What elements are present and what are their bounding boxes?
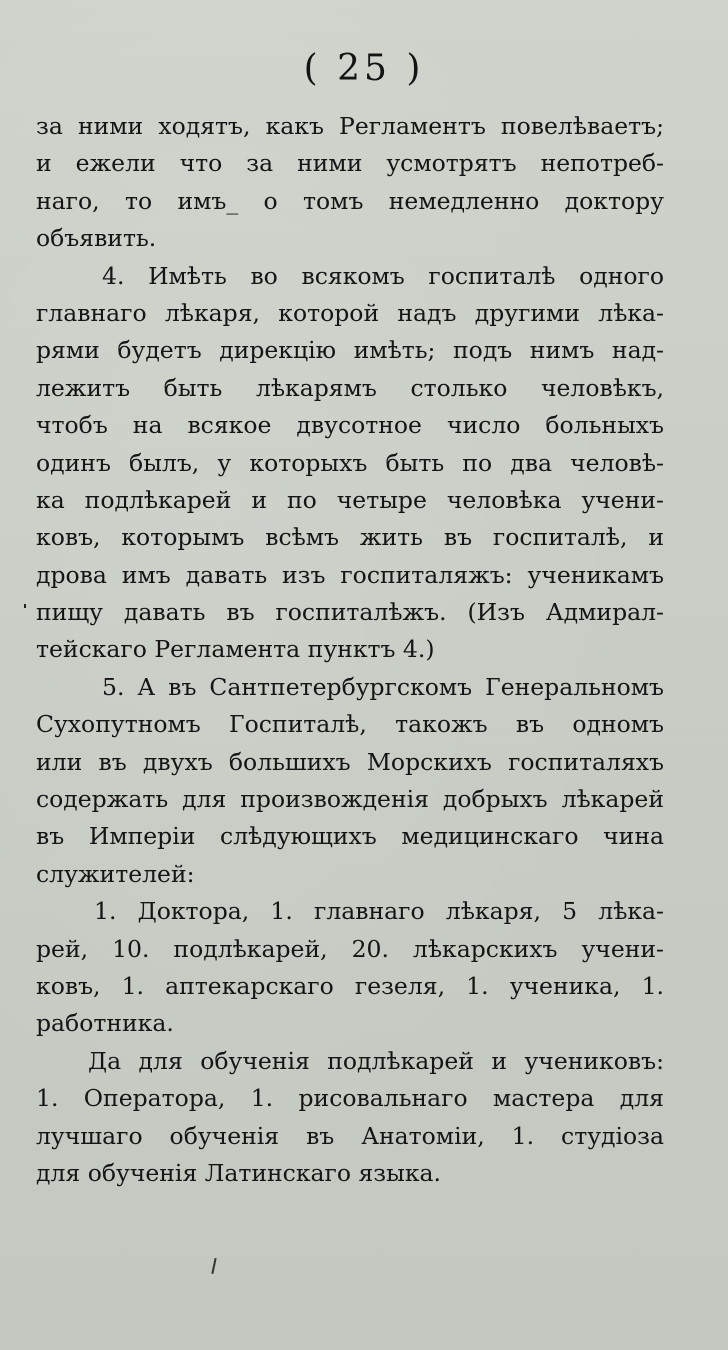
text-line: лучшаго обученія въ Анатоміи, 1. студіоза	[36, 1121, 664, 1150]
text-line: въ Имперіи слѣдующихъ медицинскаго чина	[36, 822, 664, 851]
text-line: дрова имъ давать изъ госпиталяжъ: ученикамъ	[36, 560, 664, 589]
text-line: ковъ, которымъ всѣмъ жить въ госпиталѣ, и	[36, 523, 664, 552]
text-line: и ежели что за ними усмотрятъ непотреб-	[36, 149, 664, 178]
text-line: чтобъ на всякое двусотное число больныхъ	[36, 411, 664, 440]
text-line: или въ двухъ большихъ Морскихъ госпиталяхъ	[36, 747, 664, 776]
text-line: содержать для произвожденія добрыхъ лѣкарей	[36, 785, 664, 814]
text-line: работника.	[36, 1009, 174, 1038]
text-line: пищу давать въ госпиталѣжъ. (Изъ Адмирал-	[36, 598, 664, 627]
ink-mark	[211, 1258, 216, 1274]
text-line: ка подлѣкарей и по четыре человѣка учени-	[36, 485, 664, 514]
staff-list-start: 1. Доктора, 1. главнаго лѣкаря, 5 лѣка-	[94, 897, 664, 926]
training-paragraph-start: Да для обученія подлѣкарей и учениковъ:	[88, 1046, 664, 1075]
paragraph-4-start: 4. Имѣть во всякомъ госпиталѣ одного	[102, 261, 664, 290]
page-number: ( 25 )	[303, 48, 425, 89]
text-line: служителей:	[36, 859, 195, 888]
text-line: рями будетъ дирекцію имѣть; подъ нимъ над-	[36, 336, 664, 365]
text-line: главнаго лѣкаря, которой надъ другими лѣка-	[36, 298, 664, 327]
text-line: одинъ былъ, у которыхъ быть по два человѣ-	[36, 448, 664, 477]
text-line: тейскаго Регламента пунктъ 4.)	[36, 635, 435, 664]
margin-mark	[24, 604, 26, 608]
text-line: ковъ, 1. аптекарскаго гезеля, 1. ученика, 1.	[36, 971, 664, 1000]
text-line: Сухопутномъ Госпиталѣ, такожъ въ одномъ	[36, 710, 664, 739]
text-line: наго, то имъ_ о томъ немедленно доктору	[36, 186, 664, 215]
text-line: за ними ходятъ, какъ Регламентъ повелѣваетъ;	[36, 112, 664, 140]
text-line: рей, 10. подлѣкарей, 20. лѣкарскихъ учени-	[36, 934, 664, 963]
paragraph-5-start: 5. А въ Сантпетербургскомъ Генеральномъ	[102, 672, 664, 701]
text-line: объявить.	[36, 224, 157, 253]
text-line: 1. Оператора, 1. рисовальнаго мастера для	[36, 1084, 664, 1113]
text-line: для обученія Латинскаго языка.	[36, 1158, 441, 1187]
body-text	[36, 108, 664, 1192]
text-line: лежитъ быть лѣкарямъ столько человѣкъ,	[36, 373, 664, 402]
